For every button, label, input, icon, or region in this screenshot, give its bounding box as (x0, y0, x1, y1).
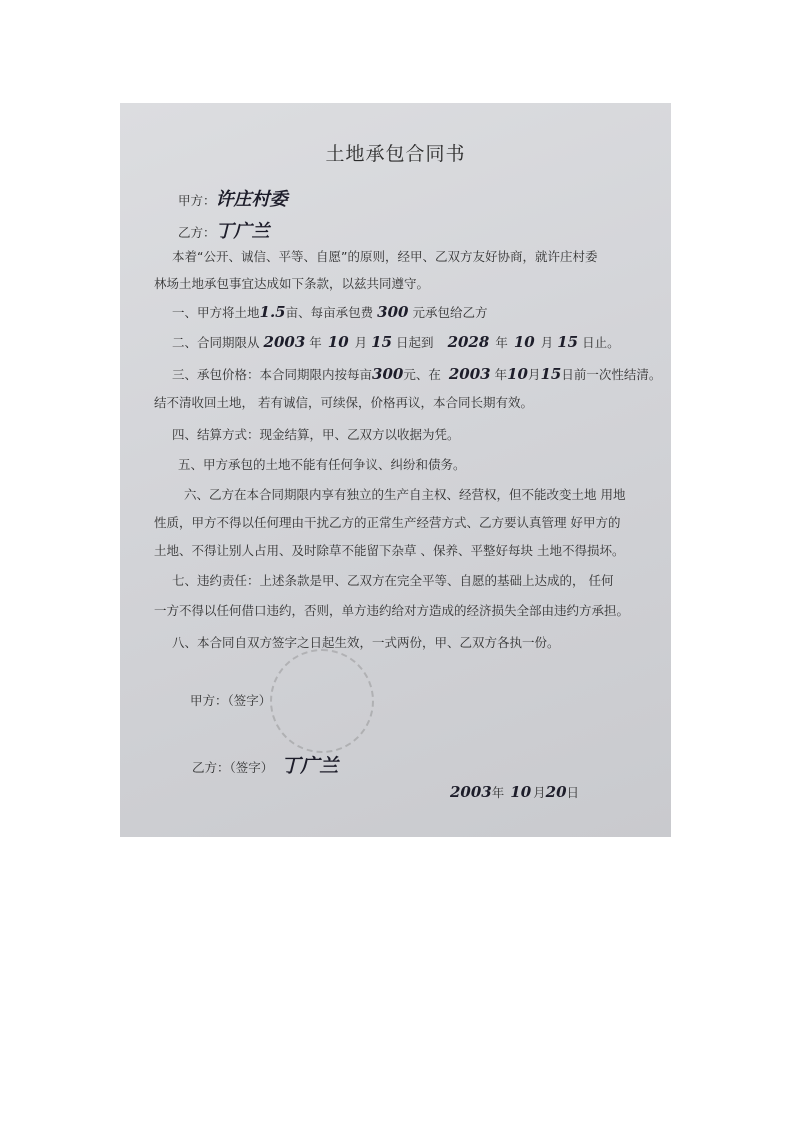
party-a-handwriting: 许庄村委 (215, 189, 288, 210)
clause-2-text-e: 年 (495, 335, 508, 350)
clause-7-line-2: 一方不得以任何借口违约，否则，单方违约给对方造成的经济损失全部由违约方承担。 (154, 603, 630, 618)
clause-1-text-a: 一、甲方将土地 (172, 305, 260, 320)
clause-6-line-2: 性质，甲方不得以任何理由干扰乙方的正常生产经营方式、乙方要认真管理 好甲方的 (154, 515, 621, 530)
signing-year-unit: 年 (491, 785, 505, 800)
clause-6-line-1: 六、乙方在本合同期限内享有独立的生产自主权、经营权，但不能改变土地 用地 (184, 487, 626, 502)
clause-1-area: 1.5 (259, 303, 286, 321)
clause-3-month: 10 (507, 365, 528, 383)
clause-1-fee: 300 (377, 303, 409, 321)
clause-1 (172, 303, 487, 321)
clause-2-start-year: 2003 (263, 333, 306, 351)
signing-month: 10 (510, 783, 532, 801)
party-b-label: 乙方： (178, 225, 216, 240)
clause-2-end-month: 10 (513, 333, 535, 351)
signing-day: 20 (545, 783, 567, 801)
clause-2-text-g: 日止。 (582, 335, 620, 350)
intro-line-2: 林场土地承包事宜达成如下条款，以兹共同遵守。 (154, 276, 430, 291)
party-b-signature-label: 乙方：（签字） (192, 760, 274, 775)
clause-2-text-b: 年 (309, 335, 322, 350)
clause-3 (172, 365, 661, 383)
clause-2-end-day: 15 (557, 333, 579, 351)
clause-3-price: 300 (372, 365, 404, 383)
clause-3-text-b: 元、在 (403, 367, 441, 382)
clause-2-end-year: 2028 (447, 333, 490, 351)
clause-3-text-a: 三、承包价格：本合同期限内按每亩 (172, 367, 373, 382)
party-b-handwriting: 丁广兰 (215, 221, 270, 242)
clause-2-text-a: 二、合同期限从 (172, 335, 260, 350)
document-title: 土地承包合同书 (325, 143, 466, 165)
clause-2-text-d: 日起到 (396, 335, 434, 350)
clause-8: 八、本合同自双方签字之日起生效，一式两份，甲、乙双方各执一份。 (172, 635, 560, 650)
clause-3-text-c: 年 (494, 367, 508, 382)
clause-5: 五、甲方承包的土地不能有任何争议、纠纷和债务。 (178, 457, 466, 472)
clause-7-line-1: 七、违约责任：上述条款是甲、乙双方在完全平等、自愿的基础上达成的， 任何 (172, 573, 614, 588)
clause-2-text-f: 月 (540, 335, 554, 350)
party-b-signature: 丁广兰 (281, 755, 339, 777)
clause-2-start-month: 10 (327, 333, 349, 351)
clause-2 (172, 333, 620, 351)
signing-date (450, 783, 579, 801)
document-photo (120, 103, 671, 837)
party-a-label: 甲方： (178, 193, 216, 208)
clause-3-text-d: 月 (527, 367, 541, 382)
clause-3-text-e: 日前一次性结清。 (561, 367, 662, 382)
clause-1-text-c: 元承包给乙方 (412, 305, 488, 320)
clause-2-start-day: 15 (371, 333, 393, 351)
signing-month-unit: 月 (533, 785, 546, 800)
party-a-line (178, 185, 288, 211)
clause-1-text-b: 亩、每亩承包费 (285, 305, 374, 320)
party-b-line (178, 217, 270, 243)
party-b-signature-line (192, 751, 338, 778)
official-seal (270, 649, 374, 753)
clause-3-year: 2003 (448, 365, 491, 383)
clause-3-line-2: 结不清收回土地， 若有诚信，可续保，价格再议，本合同长期有效。 (154, 395, 533, 410)
intro-line-1: 本着“公开、诚信、平等、自愿”的原则，经甲、乙双方友好协商，就许庄村委 (172, 249, 598, 264)
signing-day-unit: 日 (566, 785, 580, 800)
clause-3-day: 15 (540, 365, 562, 383)
party-a-signature-label: 甲方：（签字） (190, 693, 272, 708)
signing-year: 2003 (450, 783, 492, 801)
clause-4: 四、结算方式：现金结算，甲、乙双方以收据为凭。 (172, 427, 460, 442)
clause-6-line-3: 土地、不得让别人占用、及时除草不能留下杂草 、保养、平整好每块 土地不得损坏。 (154, 543, 625, 558)
clause-2-text-c: 月 (354, 335, 368, 350)
